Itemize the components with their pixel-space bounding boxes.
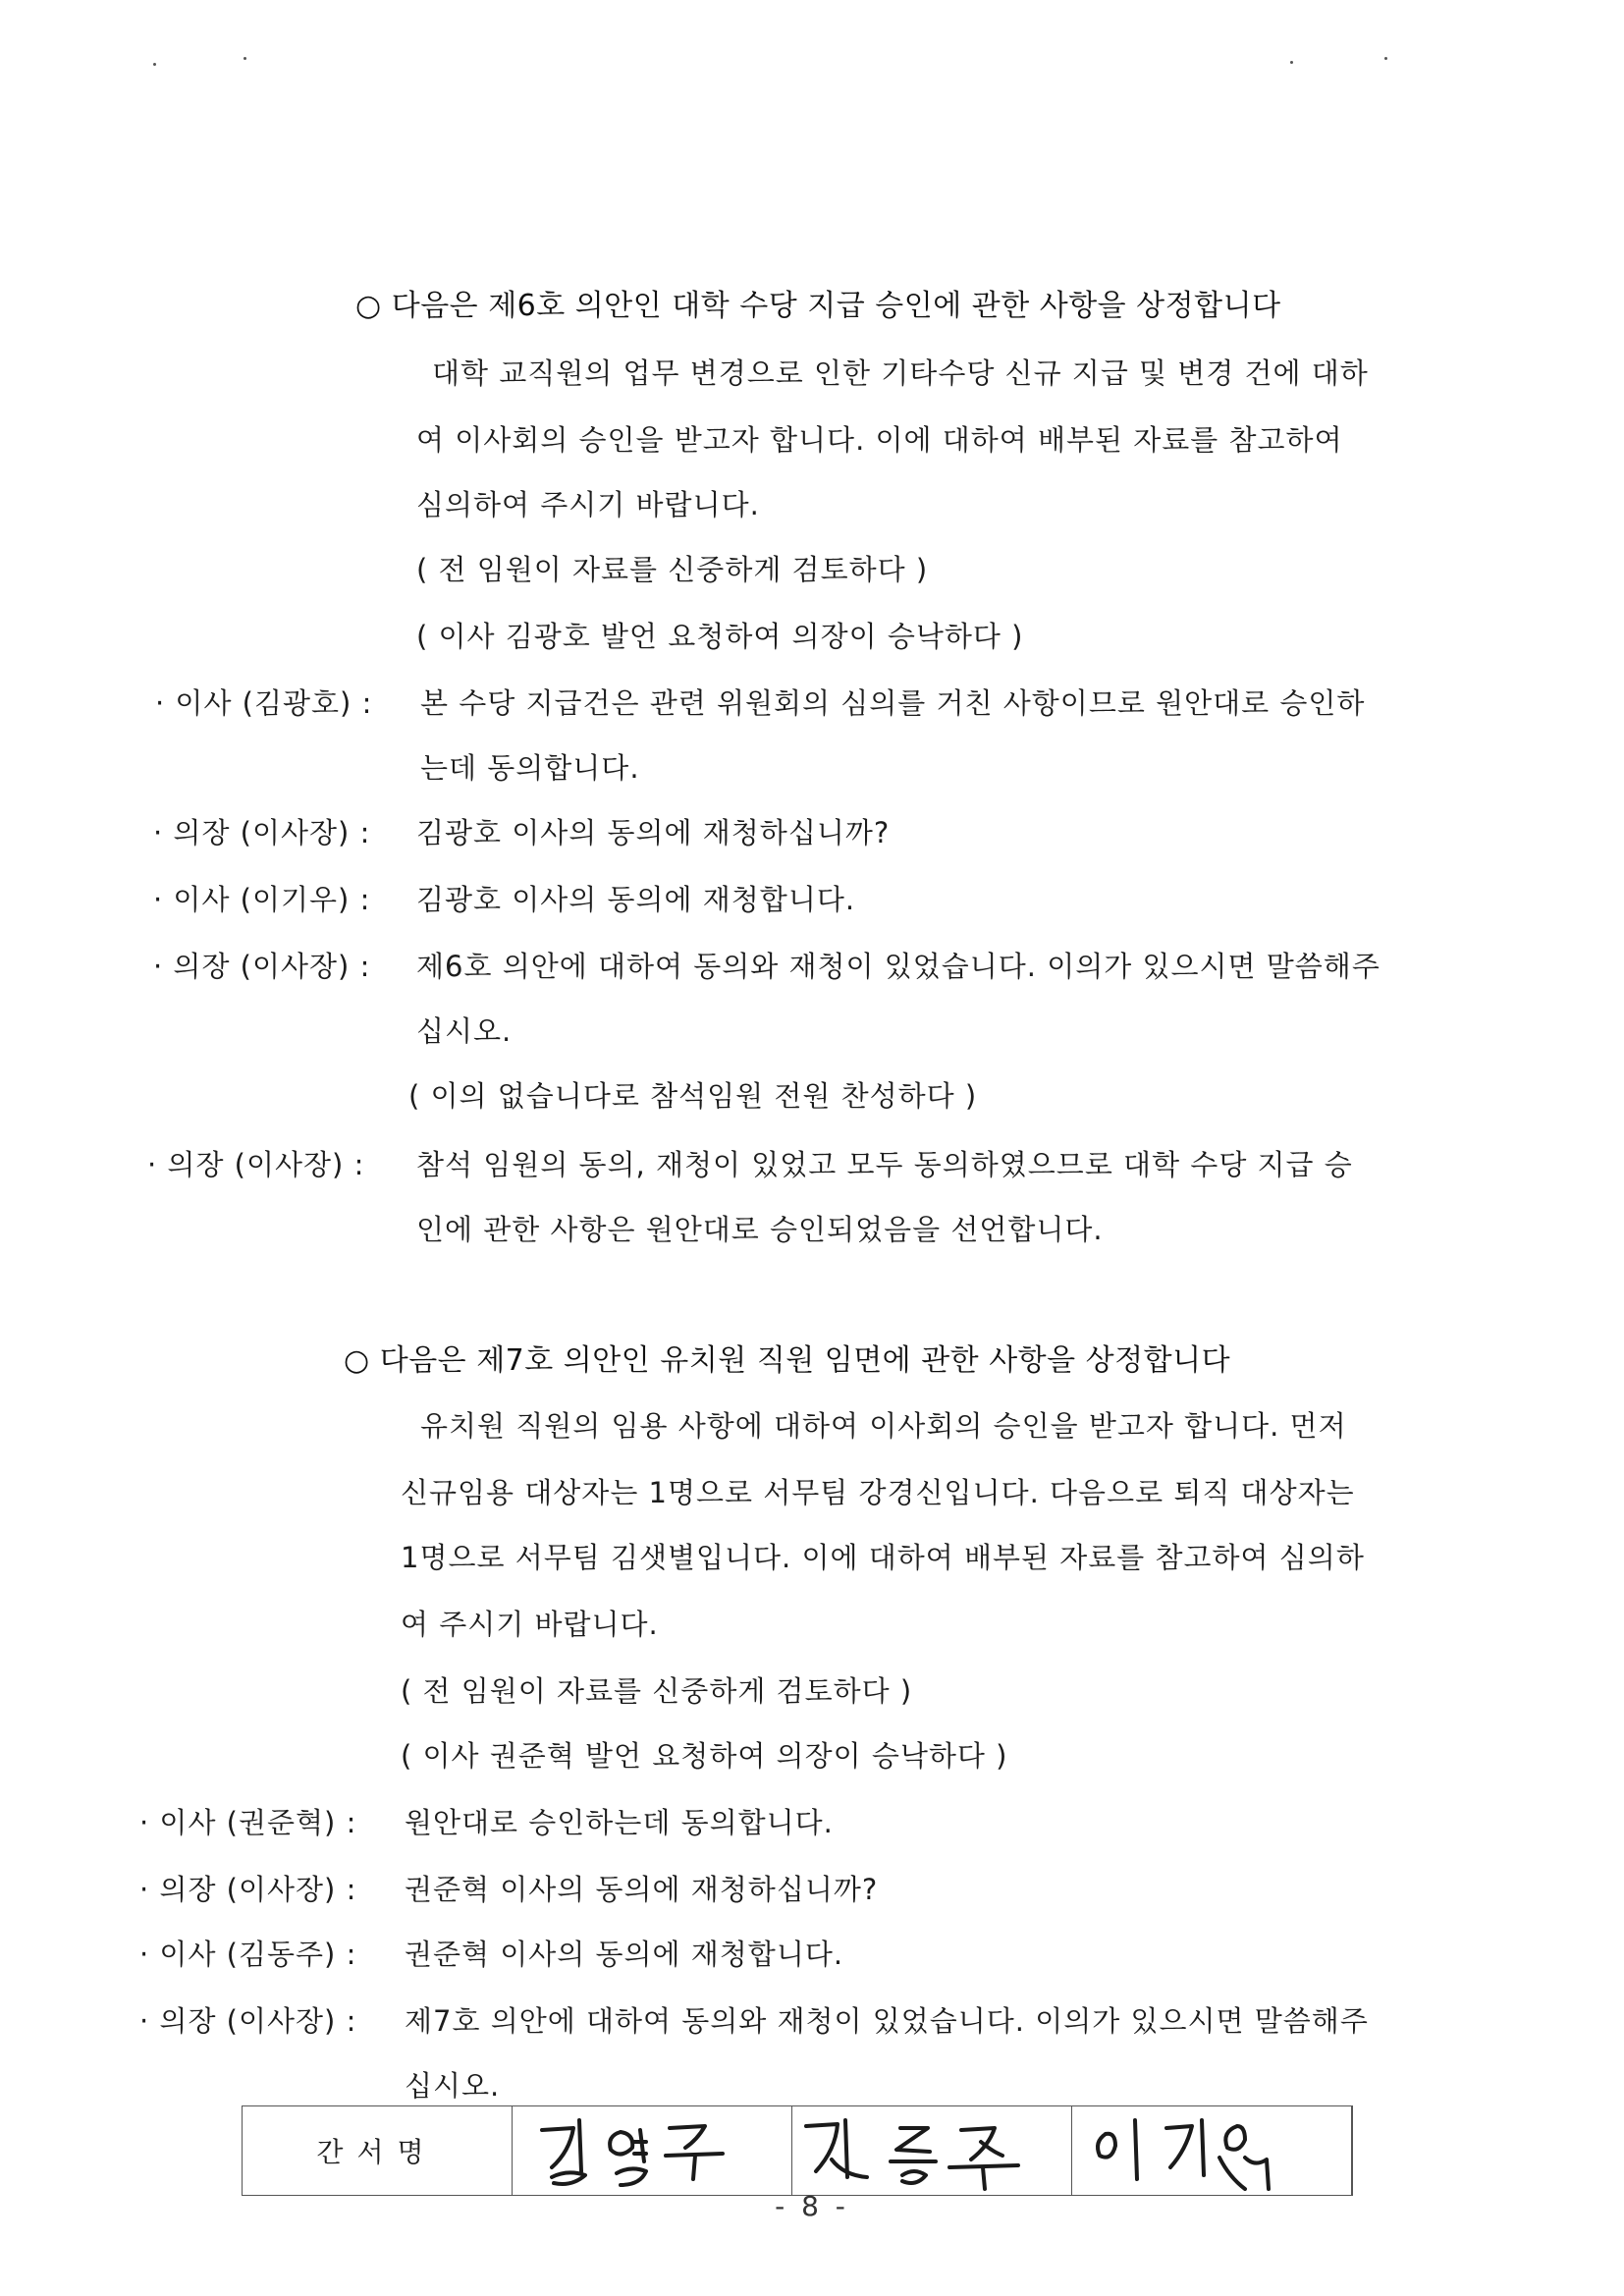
speaker-label: · 의장 (이사장) : bbox=[139, 1873, 357, 1906]
scan-dot bbox=[153, 63, 156, 66]
agenda-heading-6: ○ 다음은 제6호 의안인 대학 수당 지급 승인에 관한 사항을 상정합니다 bbox=[355, 289, 1281, 323]
speech-line: 권준혁 이사의 동의에 재청합니다. bbox=[405, 1938, 844, 1971]
speech-line: 제6호 의안에 대하여 동의와 재청이 있었습니다. 이의가 있으시면 말씀해주 bbox=[416, 950, 1380, 983]
speaker-label: · 의장 (이사장) : bbox=[153, 816, 371, 849]
handwritten-signature-icon bbox=[1072, 2106, 1351, 2191]
speaker-label: · 이사 (권준혁) : bbox=[139, 1806, 357, 1839]
speaker-label: · 의장 (이사장) : bbox=[153, 950, 371, 983]
signature-empty-cell bbox=[1352, 2106, 1353, 2196]
stage-note: ( 이사 권준혁 발언 요청하여 의장이 승낙하다 ) bbox=[401, 1739, 1008, 1773]
speaker-label: · 의장 (이사장) : bbox=[139, 2004, 357, 2038]
scan-dot bbox=[1290, 61, 1293, 64]
speech-line: 인에 관한 사항은 원안대로 승인되었음을 선언합니다. bbox=[416, 1213, 1104, 1246]
handwritten-signature-icon bbox=[513, 2106, 791, 2191]
speech-line: 원안대로 승인하는데 동의합니다. bbox=[405, 1806, 834, 1839]
speech-line: 십시오. bbox=[416, 1014, 513, 1048]
body-line: 신규임용 대상자는 1명으로 서무팀 강경신입니다. 다음으로 퇴직 대상자는 bbox=[401, 1476, 1355, 1509]
speech-line: 김광호 이사의 동의에 재청합니다. bbox=[416, 883, 856, 916]
speech-line: 참석 임원의 동의, 재청이 있었고 모두 동의하였으므로 대학 수당 지급 승 bbox=[416, 1148, 1353, 1181]
body-line: 심의하여 주시기 바랍니다. bbox=[416, 488, 760, 521]
speaker-label: · 의장 (이사장) : bbox=[147, 1148, 365, 1181]
body-line: 여 이사회의 승인을 받고자 합니다. 이에 대하여 배부된 자료를 참고하여 bbox=[416, 423, 1343, 457]
scan-dot bbox=[244, 57, 246, 60]
speech-line: 십시오. bbox=[405, 2069, 501, 2103]
speech-line: 제7호 의안에 대하여 동의와 재청이 있었습니다. 이의가 있으시면 말씀해주 bbox=[405, 2004, 1369, 2038]
page-number: - 8 - bbox=[775, 2190, 849, 2222]
agenda-heading-7: ○ 다음은 제7호 의안인 유치원 직원 임면에 관한 사항을 상정합니다 bbox=[344, 1343, 1231, 1378]
body-line: 1명으로 서무팀 김샛별입니다. 이에 대하여 배부된 자료를 참고하여 심의하 bbox=[401, 1541, 1365, 1574]
signature-lee-giwoo bbox=[1072, 2106, 1352, 2196]
signature-table bbox=[242, 2105, 1353, 2196]
body-line: 여 주시기 바랍니다. bbox=[401, 1608, 659, 1641]
stage-note: ( 이사 김광호 발언 요청하여 의장이 승낙하다 ) bbox=[416, 620, 1024, 653]
speaker-label: · 이사 (이기우) : bbox=[153, 883, 371, 916]
signature-label: 간서명 bbox=[243, 2106, 513, 2196]
speech-line: 권준혁 이사의 동의에 재청하십니까? bbox=[405, 1873, 879, 1906]
body-line: 유치원 직원의 임용 사항에 대하여 이사회의 승인을 받고자 합니다. 먼저 bbox=[420, 1409, 1347, 1443]
body-line: 대학 교직원의 업무 변경으로 인한 기타수당 신규 지급 및 변경 건에 대하 bbox=[432, 356, 1369, 390]
stage-note: ( 이의 없습니다로 참석임원 전원 찬성하다 ) bbox=[408, 1079, 978, 1113]
scan-dot bbox=[1384, 57, 1387, 60]
speech-line: 본 수당 지급건은 관련 위원회의 심의를 거친 사항이므로 원안대로 승인하 bbox=[420, 686, 1366, 720]
signature-kim-dongju bbox=[792, 2106, 1072, 2196]
speech-line: 는데 동의합니다. bbox=[420, 751, 640, 785]
speaker-label: · 이사 (김광호) : bbox=[155, 686, 373, 720]
stage-note: ( 전 임원이 자료를 신중하게 검토하다 ) bbox=[416, 553, 929, 586]
speaker-label: · 이사 (김동주) : bbox=[139, 1938, 357, 1971]
handwritten-signature-icon bbox=[792, 2106, 1071, 2191]
stage-note: ( 전 임원이 자료를 신중하게 검토하다 ) bbox=[401, 1674, 913, 1708]
speech-line: 김광호 이사의 동의에 재청하십니까? bbox=[416, 816, 891, 849]
signature-kim-youngju bbox=[513, 2106, 792, 2196]
